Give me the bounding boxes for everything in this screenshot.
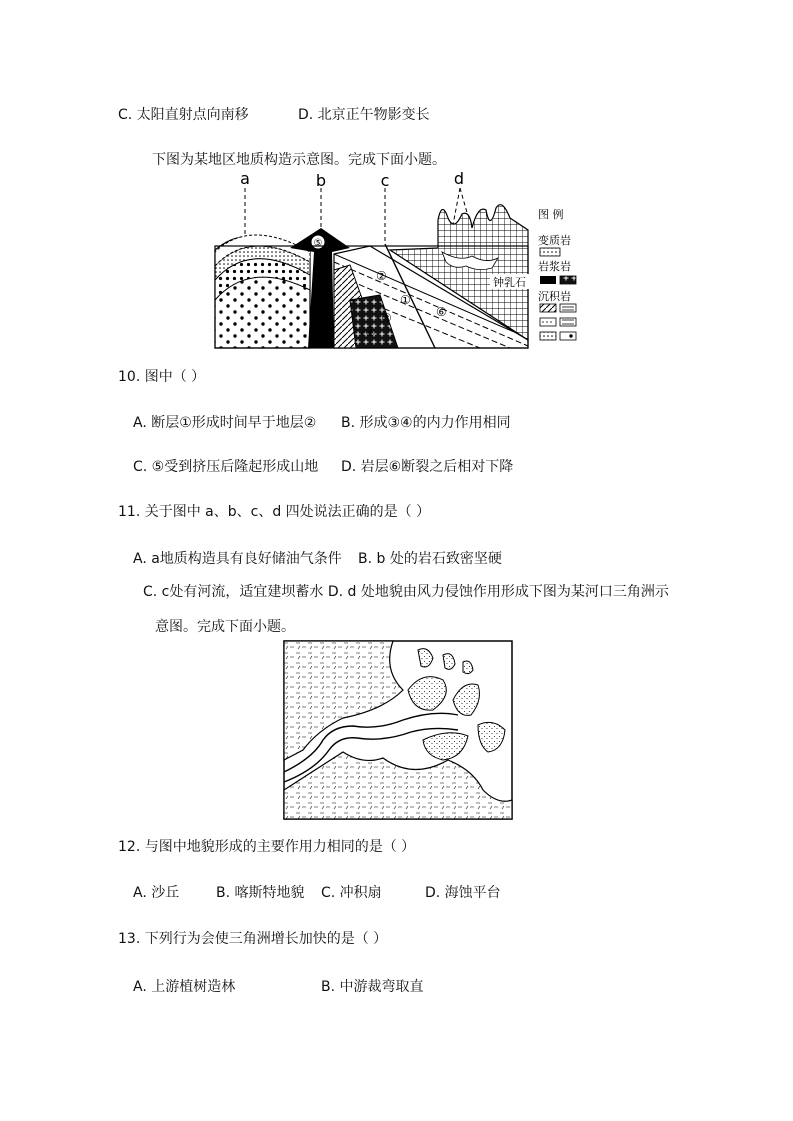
q13-option-a[interactable]: A. 上游植树造林	[133, 979, 236, 995]
q12-option-a[interactable]: A. 沙丘	[133, 885, 180, 901]
geology-diagram	[210, 170, 590, 350]
delta-diagram	[283, 640, 513, 820]
q13-stem: 13. 下列行为会使三角洲增长加快的是（ ）	[118, 931, 388, 947]
circled-6: ⑥	[436, 305, 447, 319]
q12-option-c[interactable]: C. 冲积扇	[321, 885, 382, 901]
q11-option-b[interactable]: B. b 处的岩石致密坚硬	[358, 551, 502, 567]
legend-title: 图 例	[538, 208, 564, 221]
legend-sedimentary: 沉积岩	[538, 290, 571, 303]
label-c: c	[380, 171, 390, 190]
legend-metamorphic: 变质岩	[538, 234, 571, 247]
circled-1: ①	[400, 293, 411, 307]
q10-option-b[interactable]: B. 形成③④的内力作用相同	[341, 415, 511, 431]
q10-option-d[interactable]: D. 岩层⑥断裂之后相对下降	[341, 459, 514, 475]
q12-option-d[interactable]: D. 海蚀平台	[425, 885, 501, 901]
option-c-prev: C. 太阳直射点向南移	[118, 107, 249, 123]
intro-geology: 下图为某地区地质构造示意图。完成下面小题。	[152, 152, 446, 168]
q10-stem: 10. 图中（ ）	[118, 369, 206, 385]
legend-igneous: 岩浆岩	[538, 260, 571, 273]
option-d-prev: D. 北京正午物影变长	[298, 107, 430, 123]
q12-stem: 12. 与图中地貌形成的主要作用力相同的是（ ）	[118, 839, 416, 855]
circled-5: ⑤	[313, 238, 323, 249]
cave-label: 钟乳石	[493, 276, 526, 289]
q11-option-cd[interactable]: C. c处有河流，适宜建坝蓄水 D. d 处地貌由风力侵蚀作用形成下图为某河口三角洲示	[143, 584, 669, 600]
q12-option-b[interactable]: B. 喀斯特地貌	[216, 885, 305, 901]
label-a: a	[240, 170, 250, 188]
q13-option-b[interactable]: B. 中游裁弯取直	[321, 979, 424, 995]
circled-2: ②	[376, 269, 387, 283]
label-d: d	[453, 170, 465, 188]
q11-continuation: 意图。完成下面小题。	[155, 619, 295, 635]
q10-option-a[interactable]: A. 断层①形成时间早于地层②	[133, 415, 317, 431]
circled-4: ④	[365, 325, 376, 339]
q11-option-a[interactable]: A. a地质构造具有良好储油气条件	[133, 551, 342, 567]
label-b: b	[315, 171, 327, 190]
circled-3: ③	[381, 311, 392, 325]
q11-stem: 11. 关于图中 a、b、c、d 四处说法正确的是（ ）	[118, 504, 431, 520]
q10-option-c[interactable]: C. ⑤受到挤压后隆起形成山地	[133, 459, 319, 475]
